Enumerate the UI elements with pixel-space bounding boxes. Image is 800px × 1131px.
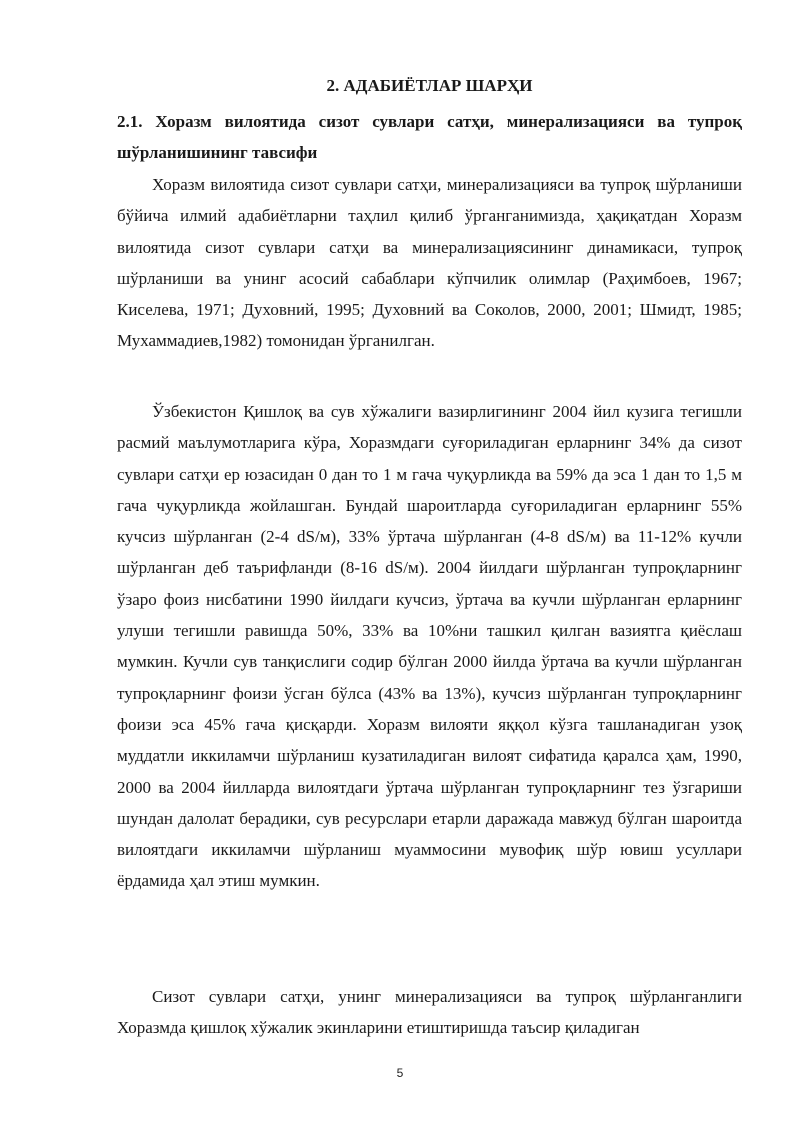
- paragraph: Ўзбекистон Қишлоқ ва сув хўжалиги вазирлигининг 2004 йил кузига тегишли расмий маълумотларига кўра, Хоразмдаги суғориладиган ерларнинг 34% да сизот сувлари сатҳи ер юзасидан 0 дан то 1 м гача чуқурликда ва 59% да эса 1 дан то 1,5 м гача чуқурликда жойлашган. Бундай шароитларда суғориладиган ерларнинг 55% кучсиз шўрланган (2-4 dS/м), 33% ўртача шўрланган (4-8 dS/м) ва 11-12% кучли шўрланган деб таърифланди (8-16 dS/м). 2004 йилдаги шўрланган тупроқларнинг ўзаро фоиз нисбатини 1990 йилдаги кучсиз, ўртача ва кучли шўрланган ерларнинг улуши тегишли равишда 50%, 33% ва 10%ни ташкил қилган вазиятга қиёслаш мумкин. Кучли сув танқислиги содир бўлган 2000 йилда ўртача ва кучли шўрланган тупроқларнинг фоизи ўсган бўлса (43% ва 13%), кучсиз шўрланган тупроқларнинг фоизи эса 45% гача қисқарди. Хоразм вилояти яққол кўзга ташланадиган узоқ муддатли иккиламчи шўрланиш кузатиладиган вилоят сифатида қаралса ҳам, 1990, 2000 ва 2004 йилларда вилоятдаги ўртача шўрланган тупроқларнинг тез ўзгариши шундан далолат берадики, сув ресурслари етарли даражада мавжуд бўлган шароитда вилоятдаги иккиламчи шўрланиш муаммосини мувофиқ шўр ювиш усуллари ёрдамида ҳал этиш мумкин.: [117, 402, 742, 891]
- paragraph: Сизот сувлари сатҳи, унинг минерализацияси ва тупроқ шўрланганлиги Хоразмда қишлоқ хўжалик экинларини етиштиришда таъсир қиладиган: [117, 987, 742, 1038]
- page-number: 5: [396, 1066, 404, 1080]
- chapter-title: 2. АДАБИЁТЛАР ШАРҲИ: [326, 76, 533, 95]
- section-title: 2.1. Хоразм вилоятида сизот сувлари сатҳи, минерализацияси ва тупроқ шўрланишининг тавсифи: [117, 112, 742, 162]
- paragraph: Хоразм вилоятида сизот сувлари сатҳи, минерализацияси ва тупроқ шўрланиши бўйича илмий адабиётларни таҳлил қилиб ўрганганимизда, ҳақиқатдан Хоразм вилоятида сизот сувлари сатҳи ва минерализациясининг динамикаси, тупроқ шўрланиши ва унинг асосий сабаблари кўпчилик олимлар (Раҳимбоев, 1967; Киселева, 1971; Духовний, 1995; Духовний ва Соколов, 2000, 2001; Шмидт, 1985; Мухаммадиев,1982) томонидан ўрганилган.: [117, 175, 742, 351]
